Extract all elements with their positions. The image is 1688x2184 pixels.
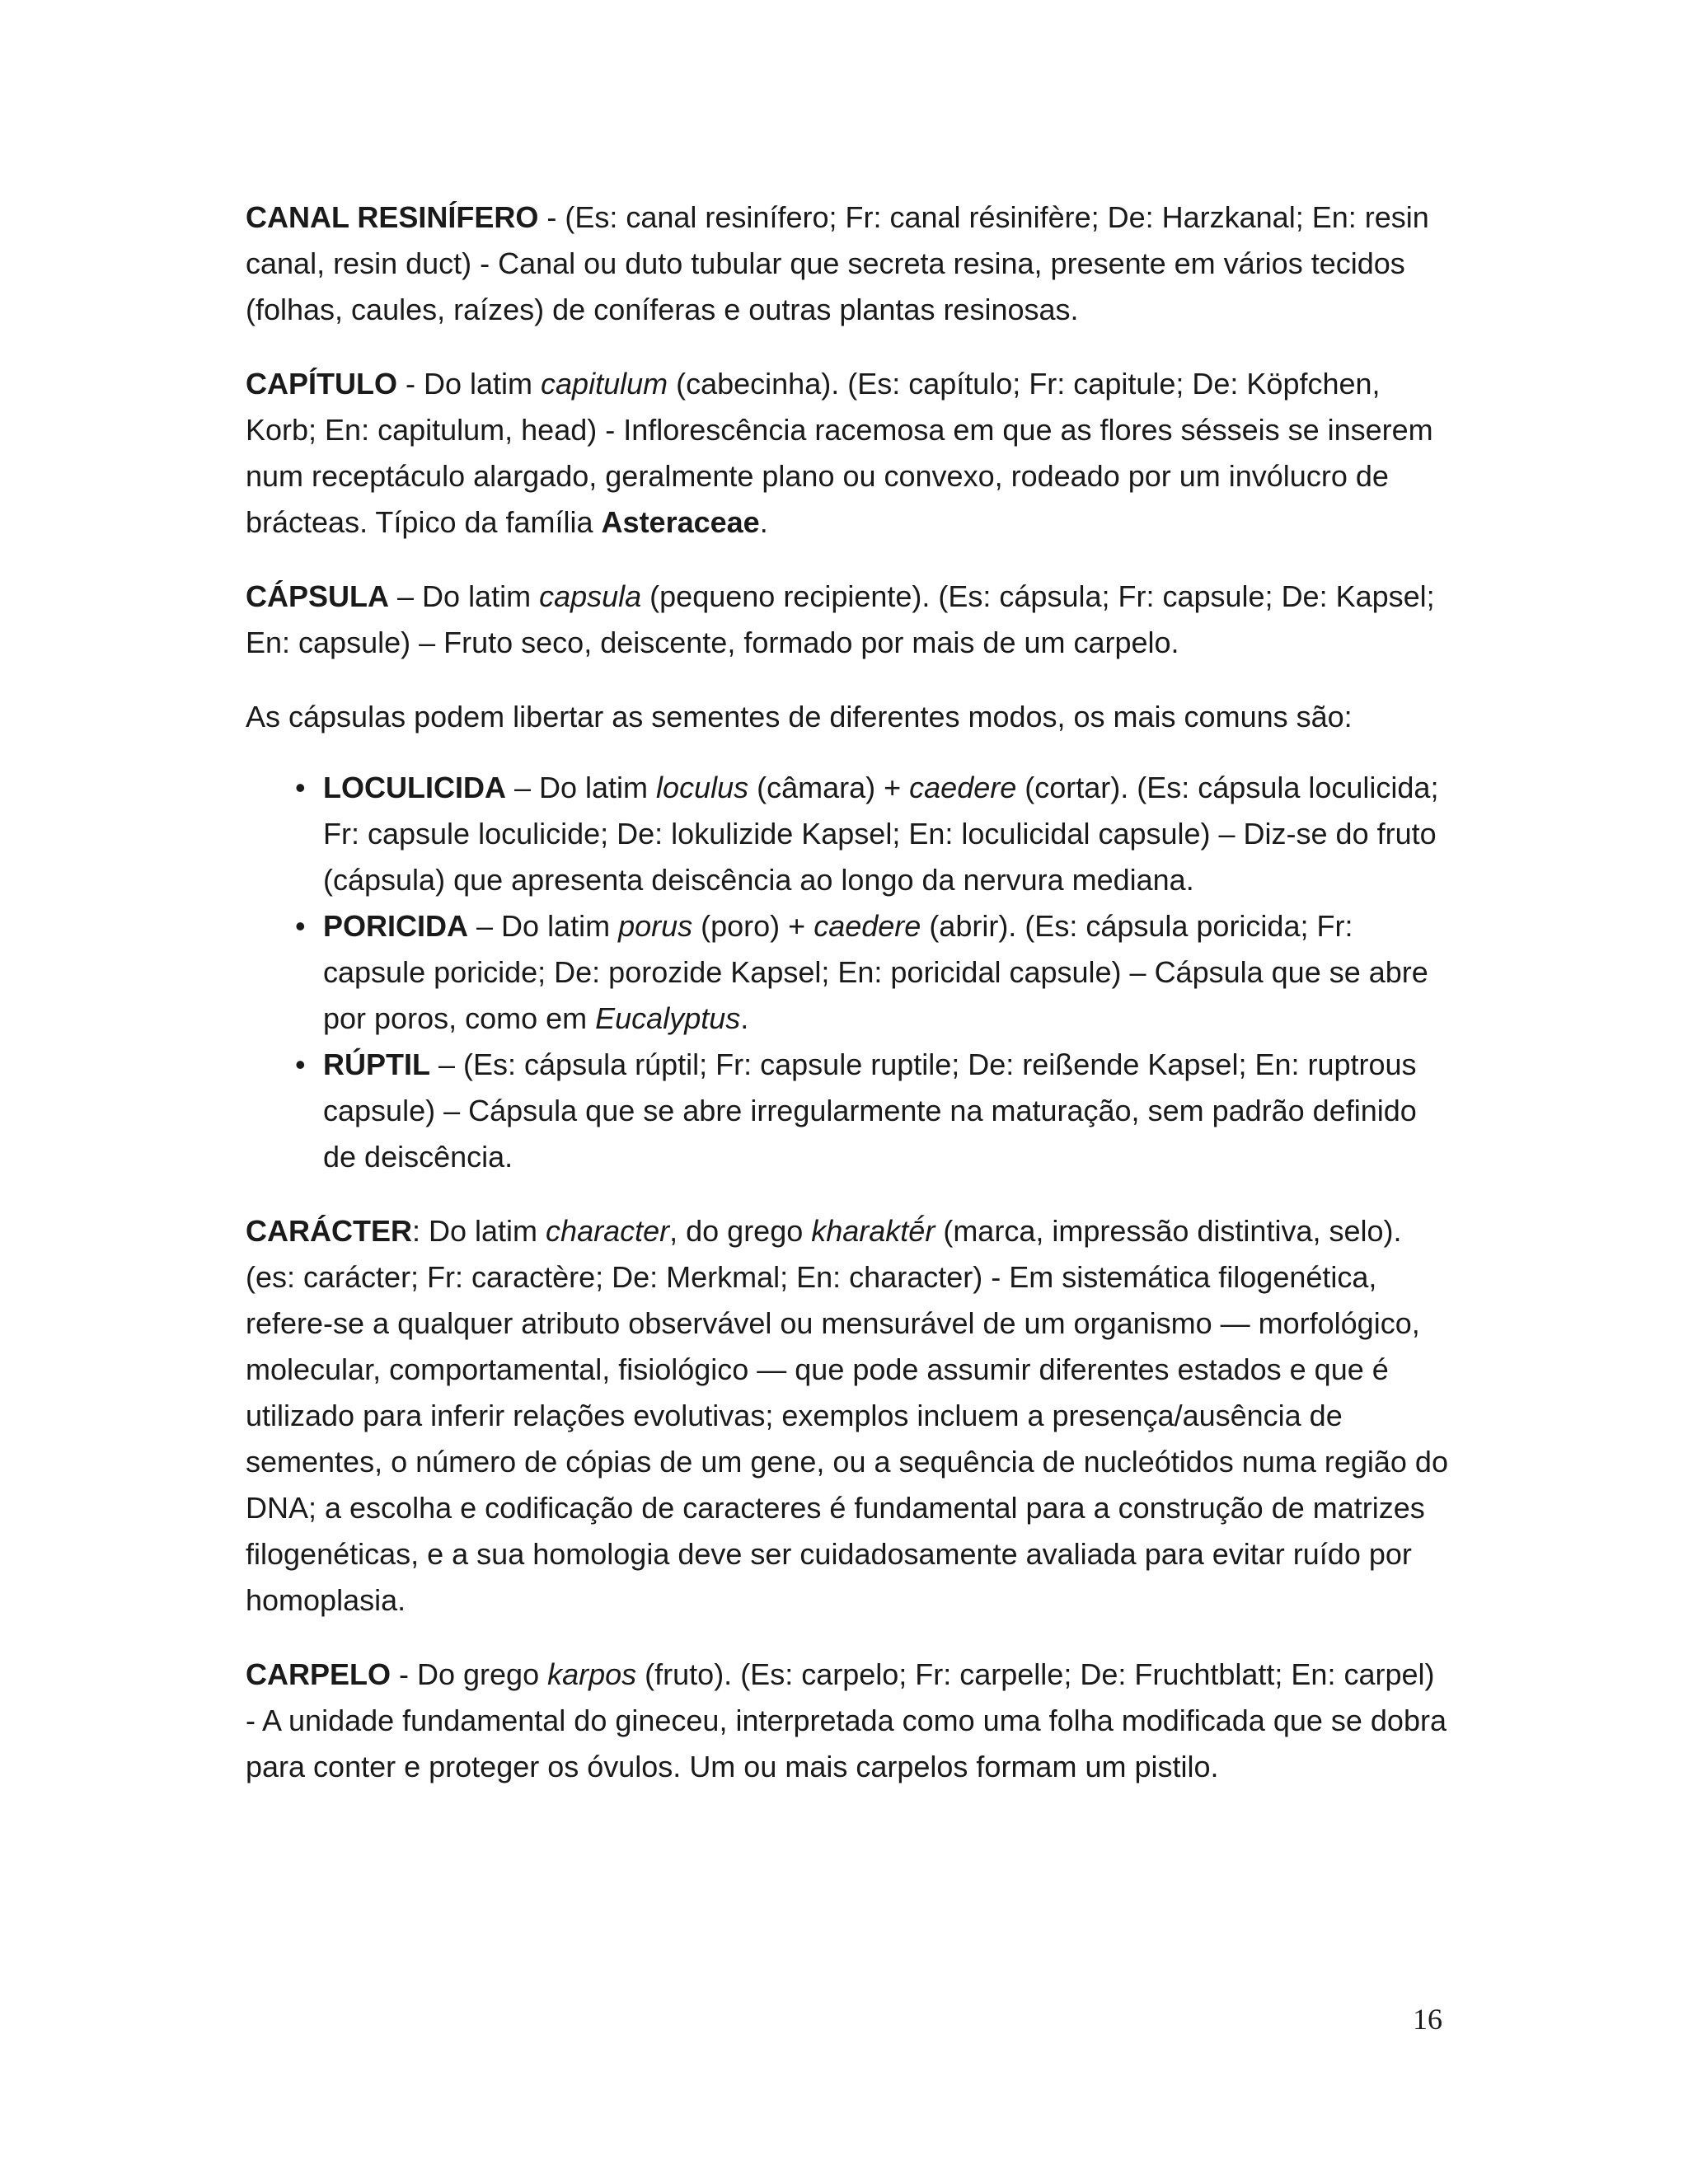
entry-text: (cabecinha). (Es: capítulo; Fr: capitule; De: Köpfchen, Korb; En: capitulum, head) - Inflorescência racemosa em que as flores sésseis se inserem num receptáculo alargado, geralmente plano ou convexo, rodeado por um invólucro de brácteas. Típico da família [246,367,1433,539]
entry-italic: karpos [547,1657,637,1691]
entry-term: RÚPTIL [323,1047,430,1081]
entry-text: - Do grego [391,1657,548,1691]
capsule-types-list [246,765,1449,1180]
capsule-types-intro: As cápsulas podem libertar as sementes de diferentes modos, os mais comuns são: [246,700,1353,733]
entry-italic: porus [618,909,693,943]
page-number: 16 [1413,2003,1442,2036]
entry-italic: caedere [814,909,921,943]
entry-text: . [740,1001,749,1035]
list-item-ruptil [323,1042,1449,1180]
entry-text: - Do latim [397,367,542,401]
entry-text: , do grego [669,1214,812,1248]
glossary-content [246,194,1449,1818]
entry-carpelo [246,1652,1449,1790]
entry-text: (marca, impressão distintiva, selo). (es: carácter; Fr: caractère; De: Merkmal; En: character) - Em sistemática filogenética, refere-se a qualquer atributo observável ou mensurável de um organismo — morfológico, molecular, comportamental, fisiológico — que pode assumir diferentes estados e que é utilizado para inferir relações evolutivas; exemplos incluem a presença/ausência de sementes, o número de cópias de um gene, ou a sequência de nucleótidos numa região do DNA; a escolha e codificação de caracteres é fundamental para a construção de matrizes filogenéticas, e a sua homologia deve ser cuidadosamente avaliada para evitar ruído por homoplasia. [246,1214,1448,1617]
entry-text: – Do latim [389,579,540,613]
entry-text: . [759,505,768,539]
entry-italic: kharaktḗr [811,1214,935,1248]
entry-text: (pequeno recipiente). (Es: cápsula; Fr: capsule; De: Kapsel; En: capsule) – Fruto seco, deiscente, formado por mais de um carpelo. [246,579,1435,659]
entry-term: PORICIDA [323,909,469,943]
entry-italic: Eucalyptus [595,1001,741,1035]
entry-text: (fruto). (Es: carpelo; Fr: carpelle; De: Fruchtblatt; En: carpel) - A unidade fundamental do gineceu, interpretada como uma folha modificada que se dobra para conter e proteger os óvulos. Um ou mais carpelos formam um pistilo. [246,1657,1447,1783]
entry-text: (cortar). (Es: cápsula loculicida; Fr: capsule loculicide; De: lokulizide Kapsel; En: loculicidal capsule) – Diz-se do fruto (cápsula) que apresenta deiscência ao longo da nervura mediana. [323,771,1439,897]
entry-term: CARPELO [246,1657,392,1691]
entry-capsula [246,574,1449,666]
entry-text: (poro) + [692,909,814,943]
entry-italic: capsula [539,579,642,613]
entry-text: – (Es: cápsula rúptil; Fr: capsule ruptile; De: reißende Kapsel; En: ruptrous capsule) – Cápsula que se abre irregularmente na maturação, sem padrão definido de deiscência. [323,1047,1417,1174]
entry-term: CANAL RESINÍFERO [246,200,539,234]
entry-term: CARÁCTER [246,1214,412,1248]
entry-text: – Do latim [468,909,619,943]
entry-text: (câmara) + [748,771,910,804]
entry-term: LOCULICIDA [323,771,506,804]
entry-bold: Asteraceae [601,505,760,539]
entry-term: CAPÍTULO [246,367,397,401]
entry-text: – Do latim [505,771,657,804]
entry-italic: capitulum [541,367,668,401]
entry-canal-resinifero [246,194,1449,333]
entry-text: (abrir). (Es: cápsula poricida; Fr: capsule poricide; De: porozide Kapsel; En: poricidal capsule) – Cápsula que se abre por poros, como em [323,909,1428,1035]
entry-term: CÁPSULA [246,579,390,613]
list-item-poricida [323,903,1449,1042]
entry-italic: loculus [656,771,749,804]
entry-italic: character [546,1214,670,1248]
entry-capitulo [246,361,1449,546]
entry-text: - (Es: canal resinífero; Fr: canal résinifère; De: Harzkanal; En: resin canal, resin duct) - Canal ou duto tubular que secreta resina, presente em vários tecidos (folhas, caules, raízes) de coníferas e outras plantas resinosas. [246,200,1429,326]
list-item-loculicida [323,765,1449,903]
entry-italic: caedere [909,771,1017,804]
entry-text: : Do latim [412,1214,546,1248]
entry-caracter [246,1208,1449,1624]
